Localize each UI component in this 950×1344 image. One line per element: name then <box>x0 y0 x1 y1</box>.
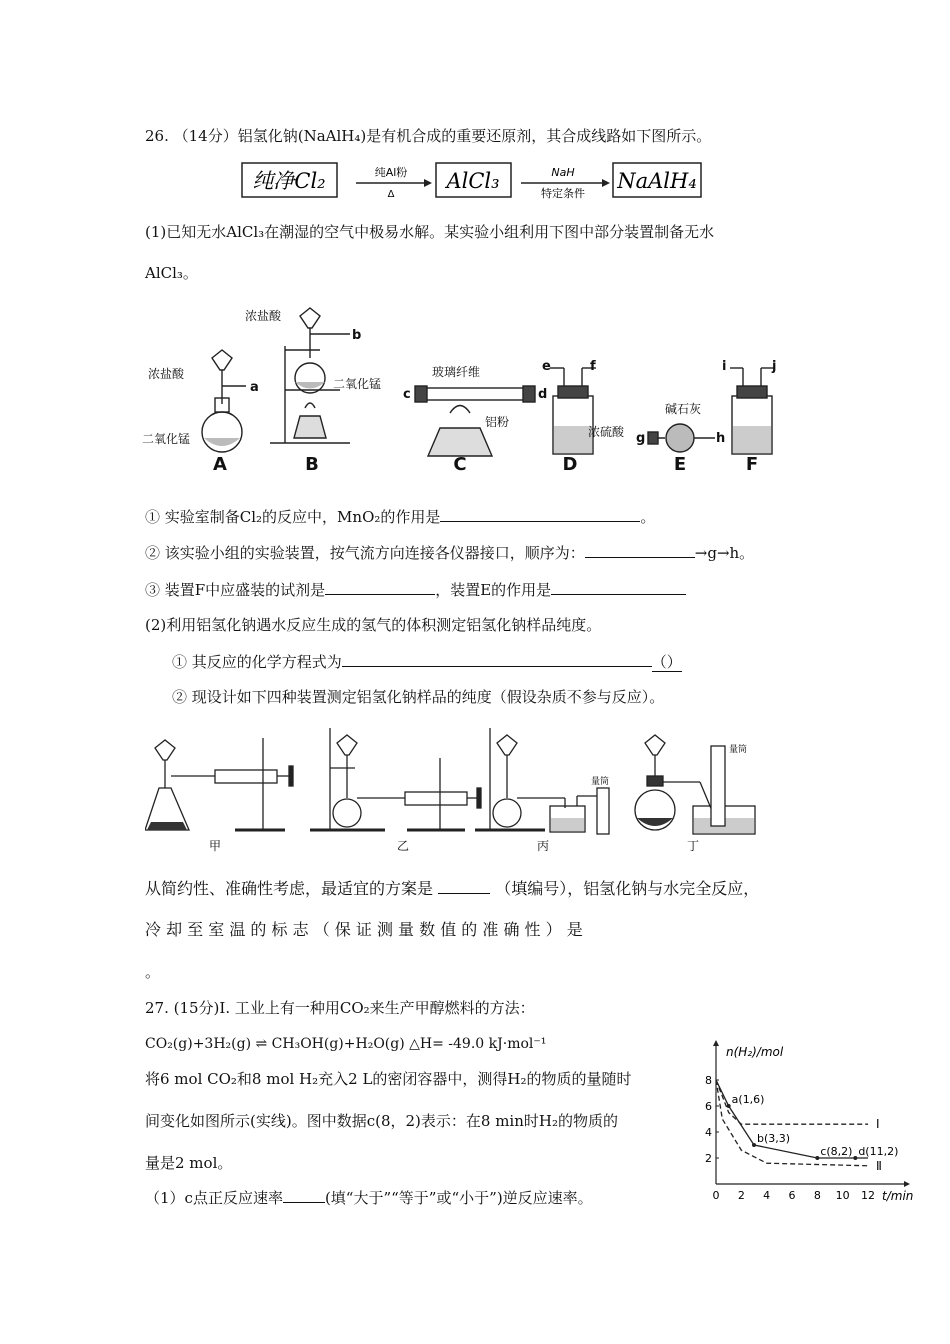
apparatus-name-e: E <box>673 454 687 475</box>
x-tick-label: 6 <box>788 1189 796 1202</box>
port-g: g <box>636 431 646 446</box>
x-tick-label: 10 <box>835 1189 850 1202</box>
route-arrow2-top: NaH <box>551 166 575 179</box>
q27-sub1 <box>145 1186 593 1209</box>
q26-sub3 <box>145 578 686 601</box>
conclusion-line1-text-a: 从简约性、准确性考虑，最适宜的方案是 <box>145 879 434 898</box>
q27-text2: 间变化如图所示(实线)。图中数据c(8，2)表示：在8 min时H₂的物质的 <box>145 1112 618 1130</box>
y-axis-label: n(H₂)/mol <box>726 1045 784 1059</box>
q26-sub1-text: ① 实验室制备Cl₂的反应中，MnO₂的作用是 <box>145 508 441 526</box>
conclusion-line1-text-b: （填编号），铝氢化钠与水完全反应， <box>495 879 760 898</box>
series-label: Ⅱ <box>876 1158 882 1173</box>
label-conc-hcl-a: 浓盐酸 <box>148 367 185 381</box>
y-tick-label: 4 <box>705 1126 712 1139</box>
port-c: c <box>403 387 411 402</box>
q26-sub1 <box>145 505 655 528</box>
port-f: f <box>590 359 596 374</box>
x-tick-label: 8 <box>813 1189 821 1202</box>
q26-part2: (2)利用铝氢化钠遇水反应生成的氢气的体积测定铝氢化钠样品纯度。 <box>145 616 602 634</box>
port-j: j <box>772 359 777 374</box>
port-b: b <box>352 328 362 343</box>
q26-part2-sub2: ② 现设计如下四种装置测定铝氢化钠样品的纯度（假设杂质不参与反应）。 <box>172 688 665 706</box>
cylinder-label-ding: 量筒 <box>729 745 748 755</box>
route-box-cl2: 纯净Cl₂ <box>252 169 326 193</box>
series-label: Ⅰ <box>876 1117 880 1132</box>
port-h: h <box>716 431 726 446</box>
apparatus-name-f: F <box>745 454 759 475</box>
route-arrow2-bottom: 特定条件 <box>541 187 585 200</box>
data-point-label: d(11,2) <box>858 1145 899 1158</box>
q27-title: 27. (15分)Ⅰ. 工业上有一种用CO₂来生产甲醇燃料的方法： <box>145 999 535 1017</box>
label-glass-fiber: 玻璃纤维 <box>432 365 481 379</box>
apparatus-name-c: C <box>453 454 467 475</box>
y-tick-label: 6 <box>705 1100 712 1113</box>
label-conc-h2so4: 浓硫酸 <box>588 425 625 439</box>
answer-blank-6[interactable] <box>438 877 490 894</box>
setup-label-ding: 丁 <box>686 839 700 853</box>
q27-text1: 将6 mol CO₂和8 mol H₂充入2 L的密闭容器中，测得H₂的物质的量随时 <box>145 1070 632 1088</box>
answer-blank-5[interactable] <box>342 650 652 667</box>
x-tick-label: 0 <box>712 1189 720 1202</box>
q27-equation: CO₂(g)+3H₂(g) ⇌ CH₃OH(g)+H₂O(g) △H= -49.0 kJ·mol⁻¹ <box>145 1036 547 1052</box>
conclusion-line2: 冷 却 至 室 温 的 标 志 （ 保 证 测 量 数 值 的 准 确 性 ） 是 <box>145 920 583 939</box>
x-tick-label: 4 <box>763 1189 771 1202</box>
q27-text3: 量是2 mol。 <box>145 1154 233 1172</box>
setup-label-yi: 乙 <box>396 839 410 853</box>
q26-part2-sub1-paren: （） <box>651 653 682 671</box>
p1-line2: AlCl₃。 <box>145 264 198 282</box>
setups-diagram <box>145 718 765 858</box>
label-conc-hcl-b: 浓盐酸 <box>245 309 282 323</box>
data-point-label: b(3,3) <box>757 1132 791 1145</box>
answer-blank-3[interactable] <box>325 578 435 595</box>
conclusion-line3: 。 <box>145 963 161 981</box>
y-tick-label: 2 <box>705 1152 712 1165</box>
q26-sub2-text: ② 该实验小组的实验装置，按气流方向连接各仪器接口，顺序为： <box>145 544 585 562</box>
p1-line1: (1)已知无水AlCl₃在潮湿的空气中极易水解。某实验小组利用下图中部分装置制备无水 <box>145 223 715 241</box>
route-arrow1-bottom: Δ <box>387 189 395 200</box>
q27-sub1-text-b: (填“大于”“等于”或“小于”)逆反应速率。 <box>324 1189 593 1207</box>
data-point <box>815 1156 819 1160</box>
answer-blank-1[interactable] <box>440 505 640 522</box>
q26-sub2 <box>145 541 754 564</box>
label-mno2-b: 二氧化锰 <box>333 377 382 391</box>
answer-blank-2[interactable] <box>585 541 695 558</box>
q26-sub3-text-a: ③ 装置F中应盛装的试剂是 <box>145 581 326 599</box>
x-tick-label: 2 <box>737 1189 745 1202</box>
y-axis-arrow <box>713 1040 719 1046</box>
data-point <box>853 1156 857 1160</box>
q26-sub3-text-b: ，装置E的作用是 <box>435 581 552 599</box>
port-d: d <box>538 387 548 402</box>
q26-sub2-end: →g→h。 <box>694 544 755 562</box>
label-al-powder: 铝粉 <box>485 415 510 429</box>
route-box-naalh4: NaAlH₄ <box>617 169 697 193</box>
data-point-label: c(8,2) <box>820 1145 853 1158</box>
answer-blank-7[interactable] <box>283 1186 325 1203</box>
x-tick-label: 12 <box>861 1189 875 1202</box>
port-a: a <box>250 380 259 395</box>
x-axis-arrow <box>904 1181 910 1187</box>
data-point <box>727 1104 731 1108</box>
h2-time-chart <box>700 1038 922 1206</box>
apparatus-name-a: A <box>213 454 227 475</box>
q26-sub1-end: 。 <box>640 508 656 526</box>
setup-label-bing: 丙 <box>536 839 550 853</box>
port-e: e <box>542 359 551 374</box>
route-arrow1-top: 纯Al粉 <box>374 166 408 179</box>
y-tick-label: 8 <box>705 1074 712 1087</box>
apparatus-name-b: B <box>305 454 319 475</box>
setup-label-jia: 甲 <box>208 839 222 853</box>
route-box-alcl3: AlCl₃ <box>446 169 500 193</box>
q26-part2-sub1-text: ① 其反应的化学方程式为 <box>172 653 342 671</box>
apparatus-name-d: D <box>562 454 578 475</box>
x-axis-label: t/min <box>882 1189 914 1203</box>
label-mno2-a: 二氧化锰 <box>142 432 191 446</box>
q26-part2-sub1 <box>172 650 682 673</box>
label-soda-lime: 碱石灰 <box>665 402 702 416</box>
apparatus-diagram <box>140 298 790 478</box>
conclusion-line1 <box>145 877 759 900</box>
q27-sub1-text-a: （1）c点正反应速率 <box>145 1189 283 1207</box>
synthesis-route <box>236 160 706 202</box>
port-i: i <box>722 359 727 374</box>
answer-blank-4[interactable] <box>551 578 686 595</box>
data-point-label: a(1,6) <box>731 1093 765 1106</box>
cylinder-label-bing: 量筒 <box>591 777 610 787</box>
data-point <box>752 1143 756 1147</box>
q26-title: 26. （14分）铝氢化钠(NaAlH₄)是有机合成的重要还原剂，其合成线路如下图所示。 <box>145 127 712 145</box>
